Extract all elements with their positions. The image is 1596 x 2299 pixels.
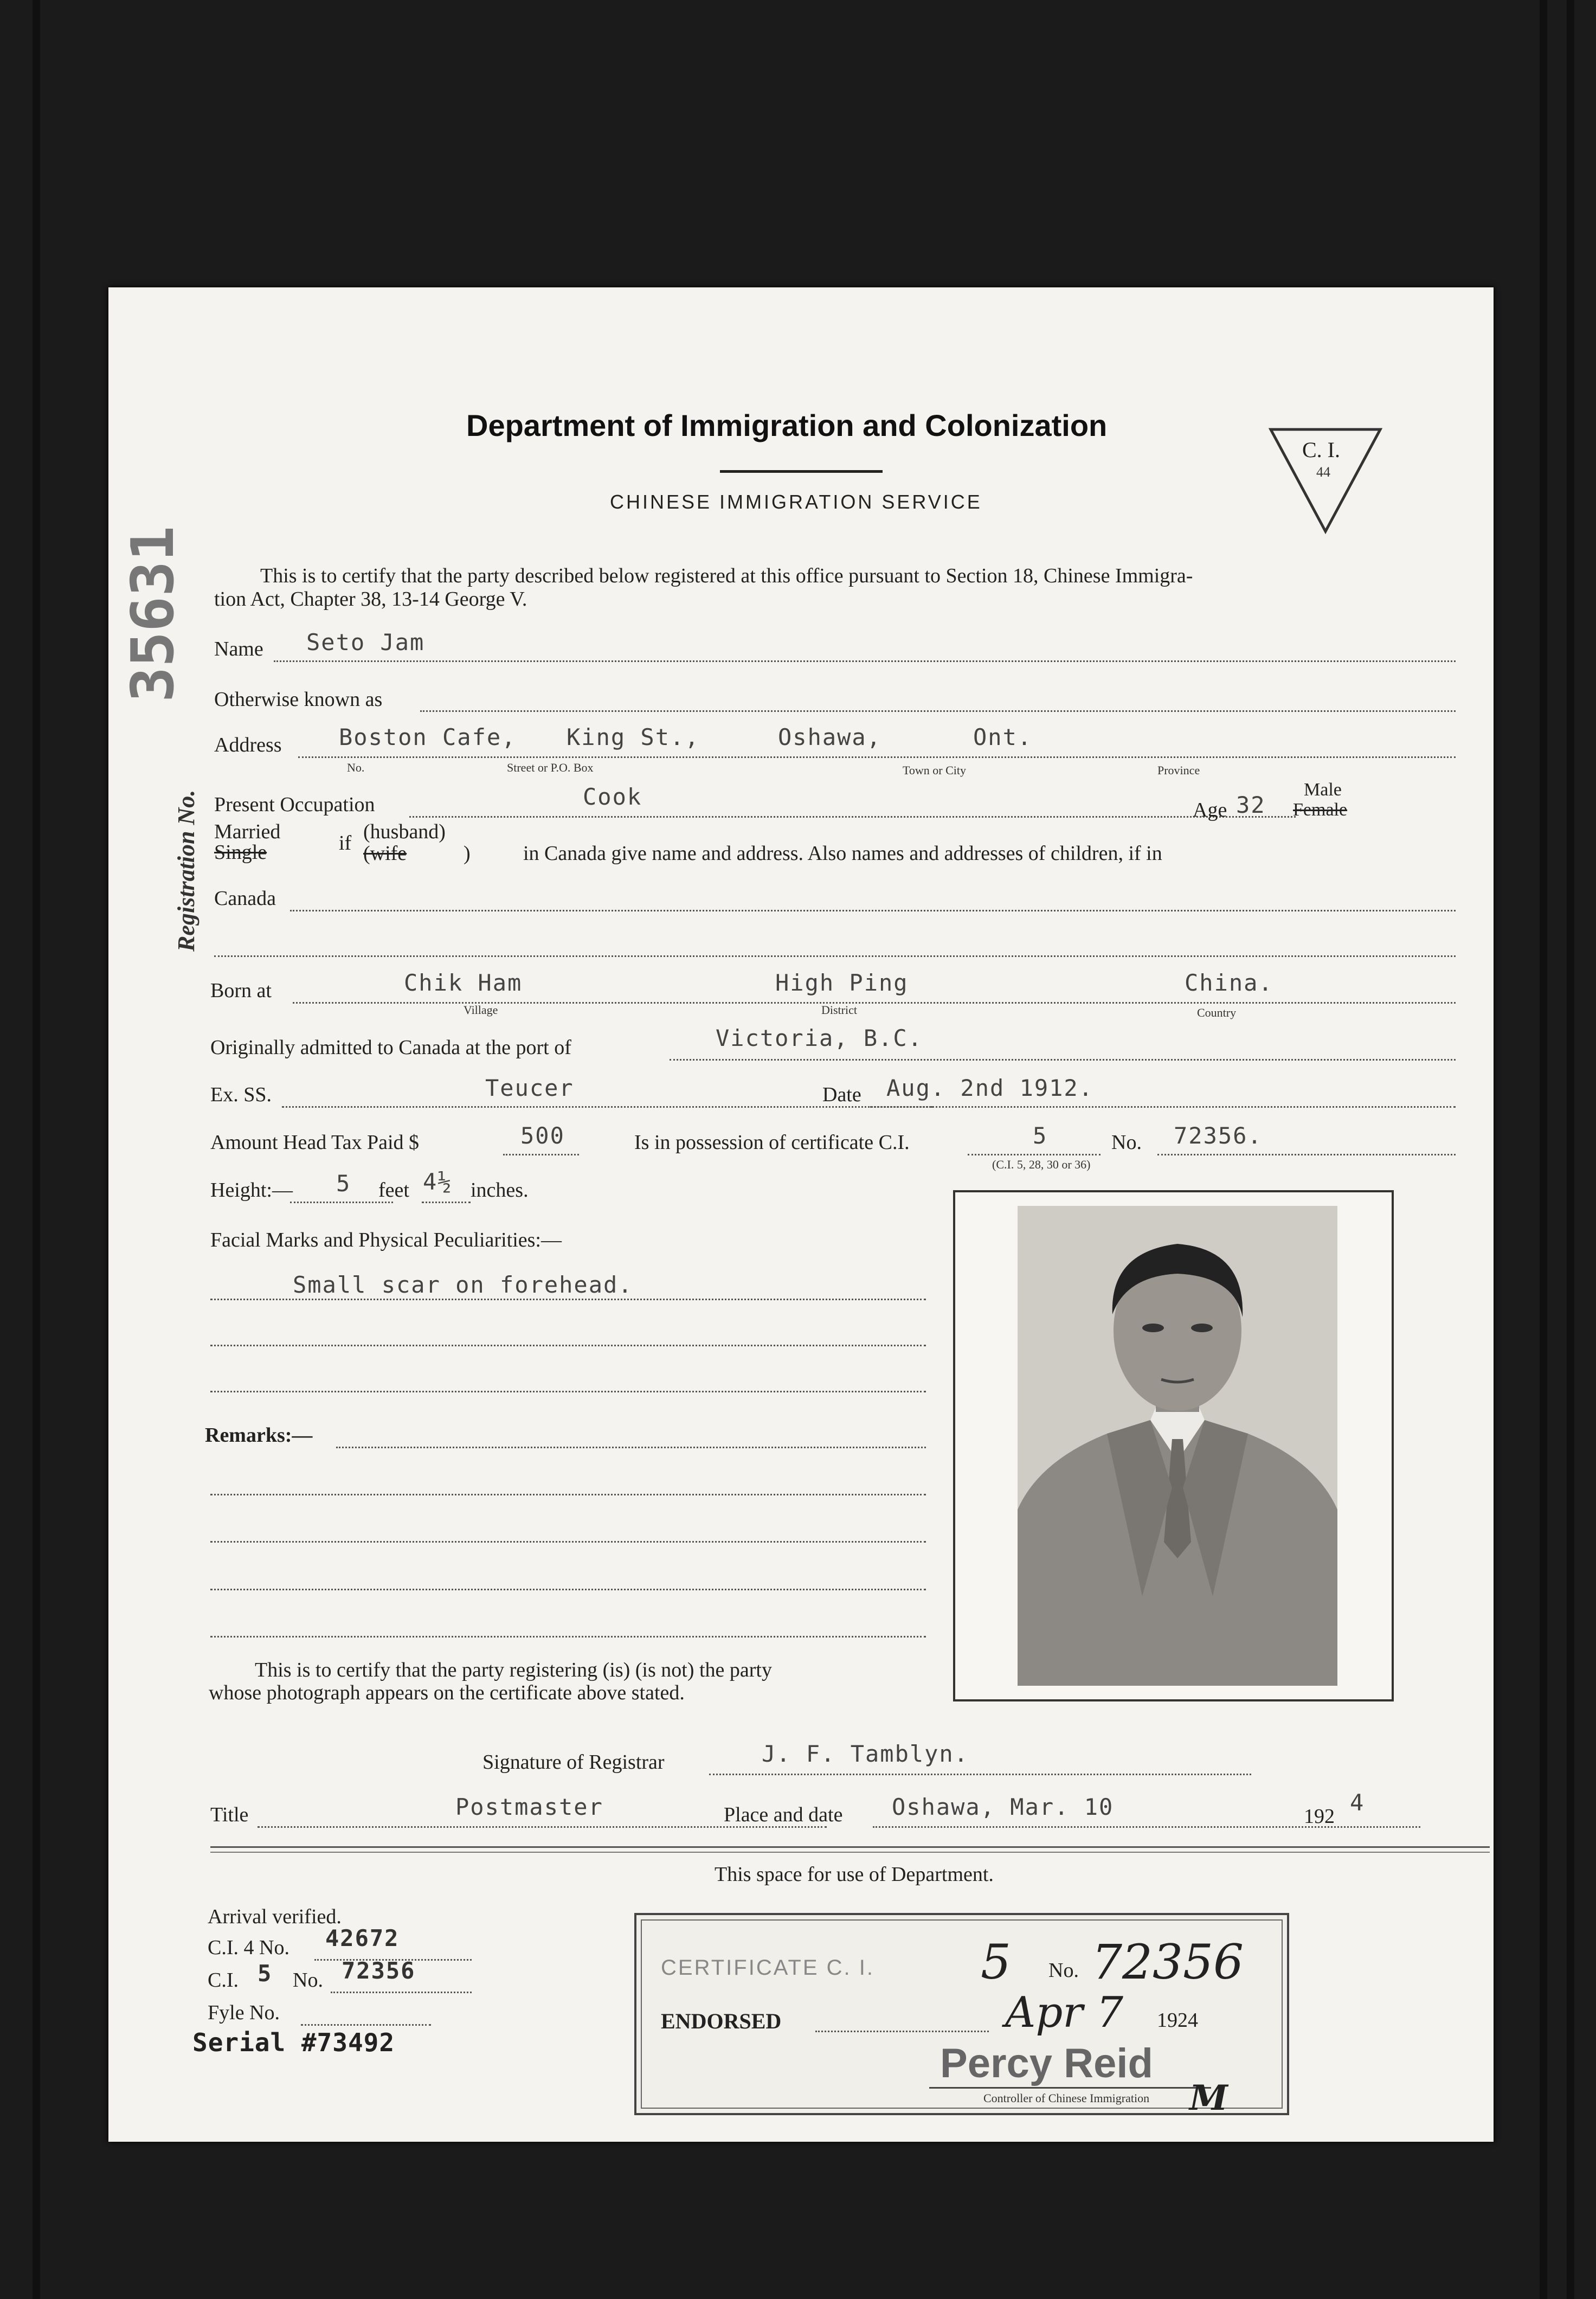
- admitted-label: Originally admitted to Canada at the port of: [210, 1036, 571, 1059]
- born-village-value: Chik Ham: [404, 969, 523, 996]
- certify-party-line-2: whose photograph appears on the certificate above stated.: [209, 1681, 685, 1704]
- husband-label: (husband): [363, 820, 446, 843]
- stamp-endorsed-label: ENDORSED: [661, 2009, 782, 2033]
- ci-no-value-dept: 72356: [342, 1957, 416, 1984]
- certify-party-line-1: This is to certify that the party registering (is) (is not) the party: [255, 1659, 772, 1681]
- year-prefix: 192: [1304, 1805, 1335, 1828]
- occupation-value: Cook: [583, 784, 642, 810]
- department-title: Department of Immigration and Colonization: [466, 408, 1108, 442]
- address-province-value: Ont.: [973, 724, 1033, 750]
- badge-text: C. I.: [1302, 438, 1340, 462]
- stamp-signature: Percy Reid: [940, 2040, 1153, 2086]
- canada-label: Canada: [214, 887, 276, 910]
- ci4-value: 42672: [325, 1925, 400, 1951]
- stamp-controller-label: Controller of Chinese Immigration: [983, 2091, 1150, 2105]
- sex-female: Female: [1293, 800, 1348, 820]
- address-sub-street: Street or P.O. Box: [507, 761, 594, 774]
- headtax-value: 500: [520, 1122, 565, 1149]
- address-no-value: Boston Cafe,: [339, 724, 517, 750]
- ci-no-label: No.: [293, 1969, 323, 1992]
- inches-label: inches.: [471, 1179, 529, 1202]
- no-label: No.: [1111, 1131, 1142, 1154]
- single-label: Single: [214, 841, 267, 864]
- born-sub-country: Country: [1197, 1006, 1237, 1019]
- fyle-label: Fyle No.: [208, 2001, 280, 2024]
- service-title: CHINESE IMMIGRATION SERVICE: [610, 491, 982, 513]
- film-edge: [1567, 0, 1574, 2299]
- height-inches: 4½: [423, 1168, 453, 1195]
- stamp-no-hand: 72356: [1092, 1934, 1244, 1990]
- section-divider: [210, 1852, 1490, 1853]
- exss-value: Teucer: [485, 1075, 574, 1101]
- photo-frame: [953, 1190, 1394, 1701]
- stamp-date-hand: Apr 7: [1005, 1988, 1123, 2037]
- ci-value: 5: [1033, 1122, 1048, 1149]
- title-value: Postmaster: [455, 1794, 603, 1820]
- stamp-no-label: No.: [1048, 1959, 1079, 1982]
- wife-label: (wife: [363, 842, 407, 865]
- headtax-label: Amount Head Tax Paid $: [210, 1131, 420, 1154]
- name-value: Seto Jam: [306, 629, 425, 656]
- ci-value-dept: 5: [258, 1960, 273, 1987]
- facial-value: Small scar on forehead.: [293, 1271, 633, 1298]
- arrival-label: Arrival verified.: [208, 1905, 342, 1928]
- registrar-value: J. F. Tamblyn.: [762, 1741, 969, 1767]
- address-sub-no: No.: [347, 761, 365, 774]
- ci-sub: (C.I. 5, 28, 30 or 36): [992, 1158, 1091, 1171]
- married-label: Married: [214, 820, 281, 843]
- born-district-value: High Ping: [775, 969, 909, 996]
- address-street-value: King St.,: [567, 724, 700, 750]
- film-edge: [33, 0, 40, 2299]
- ci-label: C.I.: [208, 1969, 239, 1992]
- serial-number: Serial #73492: [192, 2028, 395, 2057]
- name-label: Name: [214, 638, 263, 660]
- title-label: Title: [210, 1803, 249, 1826]
- admitted-value: Victoria, B.C.: [716, 1025, 923, 1051]
- possession-label: Is in possession of certificate C.I.: [634, 1131, 910, 1154]
- header-rule: [720, 470, 883, 473]
- place-label: Place and date: [724, 1803, 843, 1826]
- if-label: if: [339, 832, 352, 855]
- otherwise-label: Otherwise known as: [214, 688, 383, 711]
- section-divider: [210, 1846, 1490, 1848]
- stamp-certificate-label: CERTIFICATE C. I.: [661, 1956, 874, 1980]
- registration-certificate: Department of Immigration and Colonization CHINESE IMMIGRATION SERVICE C. I. 44 35631 Registration No. This is to certify that the party described below registered at this office pursuant to Section 18, Chinese Immigra- tion Act, Chapter 38, 13-14 George V. Name Seto Jam Otherwise known as Address Boston Cafe, King St., Oshawa, Ont. No. Street or P.O. Box Town or City Province Present Occupation Cook Age 32 Male Female Married Single if (husband) (wife ) in Canada give name and address. Also names and addresses of children, if in Canada Born at Chik Ham High Ping China. Village District Country Originally admitted to Canada at the port of Victoria, B.C. Ex. SS. Teucer Date Aug. 2nd 1912. Amount Head Tax Paid $ 500 Is in possession of certificate C.I. 5 No. 72356. (C.I. 5, 28, 30 or 36) Height:— 5 feet 4½ inches. Facial Marks and Physical Peculiarities:— Small scar on forehead. Remarks:— This is to certify that the party registering (is) (is not) the party whose photograph appears on the certificate above stated. Signature of Registrar J. F. Tamblyn. Title Postmaster Place and date Oshawa, Mar. 10 192 4 This space for use of Department. Arrival verified. C.I. 4 No. 42672 C.I. 5 No. 72356 Fyle No. Serial #73492 CERTIFICATE C. I. 5 No. 72356 ENDORSED Apr 7 1924 Percy Reid Controller of Chinese Immigration M: [108, 287, 1494, 2142]
- certify-line-1: This is to certify that the party described below registered at this office pursuant to Section 18, Chinese Immigra-: [260, 564, 1193, 587]
- certify-line-2: tion Act, Chapter 38, 13-14 George V.: [214, 588, 527, 611]
- ci-badge: [1269, 427, 1382, 536]
- age-value: 32: [1236, 792, 1266, 818]
- registration-label: Registration No.: [173, 789, 200, 952]
- stamp-cert-hand: 5: [981, 1934, 1011, 1990]
- age-label: Age: [1193, 799, 1227, 821]
- born-sub-district: District: [821, 1003, 857, 1017]
- badge-number: 44: [1316, 464, 1330, 480]
- address-sub-town: Town or City: [903, 763, 967, 777]
- height-feet: 5: [336, 1170, 351, 1197]
- year-suffix: 4: [1350, 1789, 1365, 1816]
- place-value: Oshawa, Mar. 10: [892, 1794, 1114, 1820]
- registration-number: 35631: [119, 525, 187, 702]
- feet-label: feet: [378, 1179, 409, 1202]
- stamp-year: 1924: [1157, 2009, 1198, 2032]
- born-country-value: China.: [1185, 969, 1273, 996]
- ci-no-value: 72356.: [1174, 1122, 1263, 1149]
- address-sub-province: Province: [1157, 763, 1200, 777]
- date-value: Aug. 2nd 1912.: [886, 1075, 1094, 1101]
- department-space-label: This space for use of Department.: [715, 1863, 994, 1886]
- ci4-label: C.I. 4 No.: [208, 1936, 289, 1959]
- stamp-initial: M: [1189, 2078, 1228, 2118]
- height-label: Height:—: [210, 1179, 293, 1202]
- sex-male: Male: [1304, 780, 1342, 800]
- portrait-photo: [1018, 1206, 1337, 1686]
- date-label: Date: [822, 1083, 861, 1106]
- occupation-label: Present Occupation: [214, 793, 375, 816]
- film-edge: [1540, 0, 1547, 2299]
- address-town-value: Oshawa,: [778, 724, 882, 750]
- address-label: Address: [214, 734, 282, 756]
- facial-label: Facial Marks and Physical Peculiarities:—: [210, 1229, 562, 1251]
- born-label: Born at: [210, 979, 272, 1002]
- registrar-label: Signature of Registrar: [482, 1751, 665, 1774]
- born-sub-village: Village: [464, 1003, 498, 1017]
- endorsement-stamp: [634, 1913, 1289, 2118]
- exss-label: Ex. SS.: [210, 1083, 272, 1106]
- remarks-label: Remarks:—: [205, 1424, 313, 1447]
- married-text: in Canada give name and address. Also names and addresses of children, if in: [523, 842, 1162, 865]
